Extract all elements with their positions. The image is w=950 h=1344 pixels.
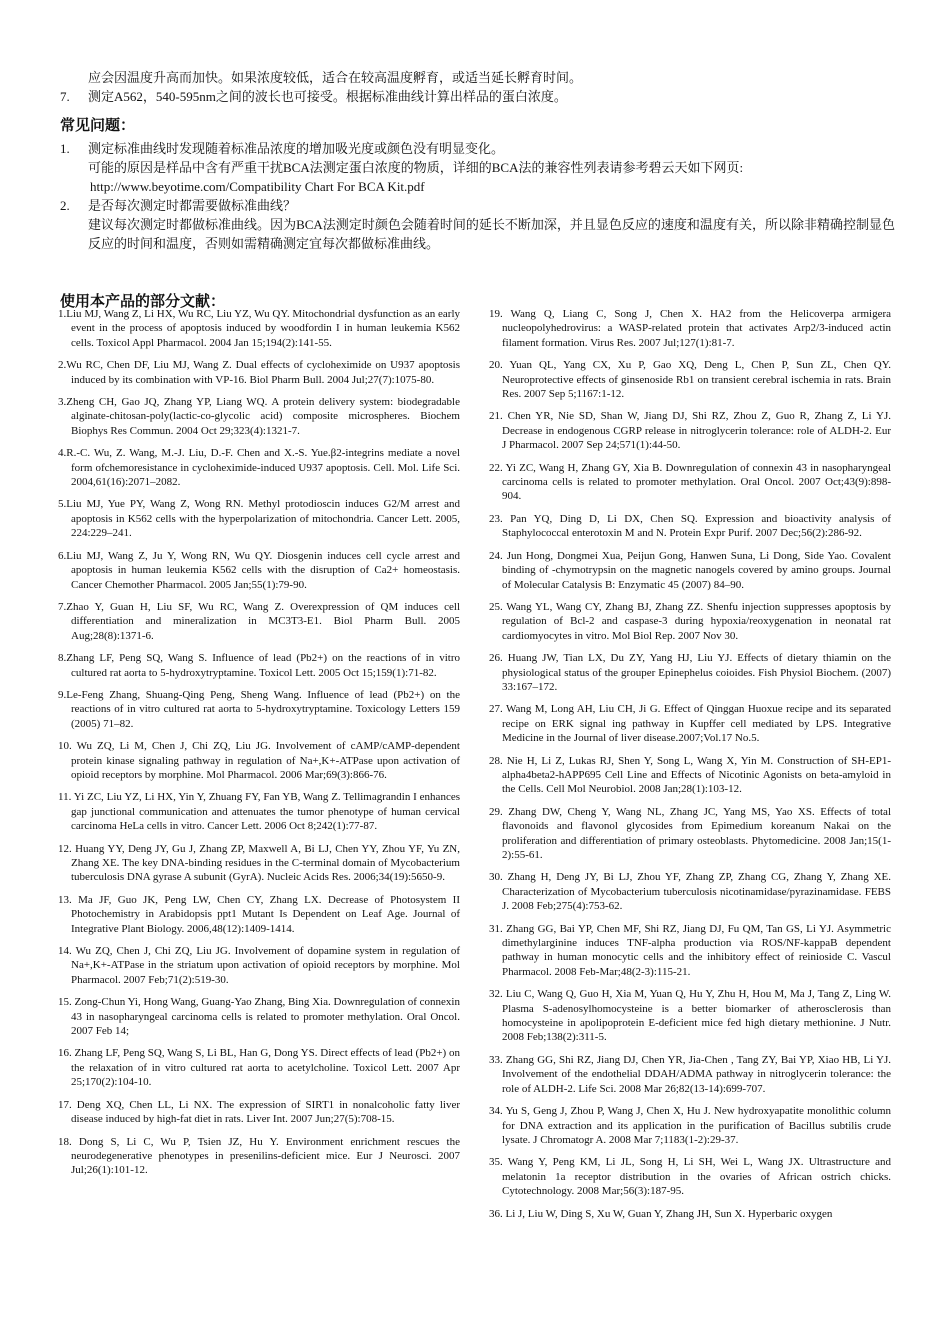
reference-item: 19. Wang Q, Liang C, Song J, Chen X. HA2 from the Helicoverpa armigera nucleopolyhedrovirus: a WASP-related protein that activates Arp2/3-induced actin filament formation. Virus Res. 2007 Jul;127(1):81-7.: [489, 308, 891, 349]
reference-item: 12. Huang YY, Deng JY, Gu J, Zhang ZP, Maxwell A, Bi LJ, Chen YY, Zhou YF, Yu ZN, Zhang XE. The key DNA-binding residues in the C-terminal domain of Mycobacterium tuberculosis DNA gyrase A subunit (GyrA). Nucleic Acids Res. 2006;34(19):5650-9.: [58, 842, 460, 884]
faq-item-1-question-text: 测定标准曲线时发现随着标准品浓度的增加吸光度或颜色没有明显变化。: [88, 141, 505, 156]
reference-item: 13. Ma JF, Guo JK, Peng LW, Chen CY, Zhang LX. Decrease of Photosystem II Photochemistry in Arabidopsis ppt1 Mutant Is Dependent on Leaf Age. Journal of Integrative Plant Biology. 2006,48(12):1409-1414.: [58, 893, 460, 935]
faq-item-1-number: 1.: [60, 141, 70, 156]
reference-item: 20. Yuan QL, Yang CX, Xu P, Gao XQ, Deng L, Chen P, Sun ZL, Chen QY. Neuroprotective effects of ginsenoside Rb1 on transient cerebral ischemia in rats. Brain Res. 2007 Sep 5;1167:1-12.: [489, 359, 891, 401]
reference-item: 17. Deng XQ, Chen LL, Li NX. The expression of SIRT1 in nonalcoholic fatty liver disease induced by high-fat diet in rats. Liver Int. 2007 Jun;27(5):708-15.: [58, 1098, 460, 1126]
reference-item: 26. Huang JW, Tian LX, Du ZY, Yang HJ, Liu YJ. Effects of dietary thiamin on the physiological status of the grouper Epinephelus coioides. Fish Physiol Biochem. (2007) 33:167–172.: [489, 652, 891, 693]
reference-item: 31. Zhang GG, Bai YP, Chen MF, Shi RZ, Jiang DJ, Fu QM, Tan GS, Li YJ. Asymmetric dimethylarginine induces TNF-alpha production via ROS/NF-kappaB dependent pathway in human monocytic cells and the inhibitory effect of reinioside C. Vascul Pharmacol. 2008 Feb-Mar;48(2-3):115-21.: [489, 922, 891, 978]
reference-item: 22. Yi ZC, Wang H, Zhang GY, Xia B. Downregulation of connexin 43 in nasopharyngeal carcinoma cells is related to promoter methylation. Oral Oncol. 2007 Oct;43(9):898-904.: [489, 461, 891, 503]
reference-item: 2.Wu RC, Chen DF, Liu MJ, Wang Z. Dual effects of cycloheximide on U937 apoptosis induced by its combination with VP-16. Biol Pharm Bull. 2004 Jul;27(7):1075-80.: [58, 359, 460, 386]
faq-item-2-number: 2.: [60, 198, 70, 213]
faq-item-2-question-text: 是否每次测定时都需要做标准曲线？: [88, 198, 297, 213]
faq-item-1-question: [60, 139, 895, 158]
reference-item: 7.Zhao Y, Guan H, Liu SF, Wu RC, Wang Z. Overexpression of QM induces cell differentiation and mineralization in MC3T3-E1. Biol Pharm Bull. 2005 Aug;28(8):1371-6.: [58, 600, 460, 642]
reference-item: 28. Nie H, Li Z, Lukas RJ, Shen Y, Song L, Wang X, Yin M. Construction of SH-EP1-alpha4beta2-hAPP695 Cell Line and Effects of Nicotinic Agonists on beta-amyloid in the Cells. Cell Mol Neurobiol. 2008 Jan;28(1):103-12.: [489, 754, 891, 796]
reference-item: 15. Zong-Chun Yi, Hong Wang, Guang-Yao Zhang, Bing Xia. Downregulation of connexin 43 in nasopharyngeal carcinoma cells is related to promoter methylation. Oral Oncol. 2007 Feb 14;: [58, 996, 460, 1038]
reference-item: 29. Zhang DW, Cheng Y, Wang NL, Zhang JC, Yang MS, Yao XS. Effects of total flavonoids and flavonol glycosides from Epimedium koreanum Nakai on the proliferation and differentiation of primary osteoblasts. Phytomedicine. 2008 Jan;15(1-2):55-61.: [489, 805, 891, 861]
reference-item: 32. Liu C, Wang Q, Guo H, Xia M, Yuan Q, Hu Y, Zhu H, Hou M, Ma J, Tang Z, Ling W. Plasma S-adenosylhomocysteine is a better biomarker of atherosclerosis than homocysteine in apolipoprotein E-deficient mice fed high dietary methionine. J Nutr. 2008 Feb;138(2):311-5.: [489, 988, 891, 1044]
reference-item: 9.Le-Feng Zhang, Shuang-Qing Peng, Sheng Wang. Influence of lead (Pb2+) on the reactions of in vitro cultured rat aorta to 5-hydroxytryptamine. Toxicology Letters 159 (2005) 71–82.: [58, 688, 460, 730]
reference-item: 10. Wu ZQ, Li M, Chen J, Chi ZQ, Liu JG. Involvement of cAMP/cAMP-dependent protein kinase signaling pathway in regulation of Na+,K+-ATPase upon activation of opioid receptors by morphine. Mol Pharmacol. 2006 Mar;69(3):866-76.: [58, 740, 460, 781]
reference-item: 8.Zhang LF, Peng SQ, Wang S. Influence of lead (Pb2+) on the reactions of in vitro cultured rat aorta to 5-hydroxytryptamine. Toxicol Lett. 2005 Oct 15;159(1):71-82.: [58, 652, 460, 679]
references-right-column: [489, 307, 891, 1229]
reference-item: 34. Yu S, Geng J, Zhou P, Wang J, Chen X, Hu J. New hydroxyapatite monolithic column for DNA extraction and its application in the purification of Bacillus subtilis crude lysate. J Chromatogr A. 2008 Mar 7;1183(1-2):29-37.: [489, 1105, 891, 1146]
references-left-column: [58, 307, 460, 1186]
step-7-number: 7.: [60, 89, 70, 104]
faq-heading: 常见问题：: [60, 116, 136, 134]
faq-item-1-answer: 可能的原因是样品中含有严重干扰BCA法测定蛋白浓度的物质，详细的BCA法的兼容性列表请参考碧云天如下网页:: [88, 160, 744, 175]
reference-item: 14. Wu ZQ, Chen J, Chi ZQ, Liu JG. Involvement of dopamine system in regulation of Na+,K+-ATPase in the striatum upon activation of opioid receptors by morphine. Mol Pharmacol. 2007 Feb;71(2):519-30.: [58, 945, 460, 986]
faq-section: [60, 116, 895, 253]
reference-item: 33. Zhang GG, Shi RZ, Jiang DJ, Chen YR, Jia-Chen , Tang ZY, Bai YP, Xiao HB, Li YJ. Involvement of the endothelial DDAH/ADMA pathway in nitroglycerin tolerance: the role of ALDH-2. Life Sci. 2008 Mar 26;82(13-14):699-707.: [489, 1053, 891, 1095]
reference-item: 25. Wang YL, Wang CY, Zhang BJ, Zhang ZZ. Shenfu injection suppresses apoptosis by regulation of Bcl-2 and caspase-3 during hypoxia/reoxygenation in neonatal rat cardiomyocytes in vitro. Mol Biol Rep. 2007 Nov 30.: [489, 600, 891, 642]
faq-item-1-url[interactable]: http://www.beyotime.com/Compatibility Chart For BCA Kit.pdf: [90, 179, 425, 194]
reference-item: 35. Wang Y, Peng KM, Li JL, Song H, Li SH, Wei L, Wang JX. Ultrastructure and melatonin 1a receptor distribution in the ovaries of African ostrich chicks. Cytotechnology. 2008 Mar;56(3):187-95.: [489, 1156, 891, 1198]
step-7-text: 测定A562，540-595nm之间的波长也可接受。根据标准曲线计算出样品的蛋白浓度。: [88, 89, 567, 104]
reference-item: 11. Yi ZC, Liu YZ, Li HX, Yin Y, Zhuang FY, Fan YB, Wang Z. Tellimagrandin I enhances gap junctional communication and attenuates the tumor phenotype of human cervical carcinoma HeLa cells in vitro. Cancer Lett. 2006 Oct 8;242(1):77-87.: [58, 791, 460, 833]
references-heading: 使用本产品的部分文献：: [60, 292, 226, 310]
reference-item: 18. Dong S, Li C, Wu P, Tsien JZ, Hu Y. Environment enrichment rescues the neurodegenerative phenotypes in presenilins-deficient mice. Eur J Neurosci. 2007 Jul;26(1):101-12.: [58, 1135, 460, 1177]
reference-item: 1.Liu MJ, Wang Z, Li HX, Wu RC, Liu YZ, Wu QY. Mitochondrial dysfunction as an early event in the process of apoptosis induced by woodfordin I in human leukemia K562 cells. Toxicol Appl Pharmacol. 2004 Jan 15;194(2):141-55.: [58, 308, 460, 349]
reference-item: 3.Zheng CH, Gao JQ, Zhang YP, Liang WQ. A protein delivery system: biodegradable alginate-chitosan-poly(lactic-co-glycolic acid) composite microspheres. Biochem Biophys Res Commun. 2004 Oct 29;323(4):1321-7.: [58, 396, 460, 437]
protocol-section: [60, 68, 895, 253]
step-6-continuation: 应会因温度升高而加快。如果浓度较低，适合在较高温度孵育，或适当延长孵育时间。: [88, 70, 583, 85]
reference-item: 24. Jun Hong, Dongmei Xua, Peijun Gong, Hanwen Suna, Li Dong, Side Yao. Covalent binding of -chymotrypsin on the magnetic nanogels covered by amino groups. Journal of Molecular Catalysis B: Enzymatic 45 (2007) 84–90.: [489, 549, 891, 591]
reference-item: 6.Liu MJ, Wang Z, Ju Y, Wong RN, Wu QY. Diosgenin induces cell cycle arrest and apoptosis in human leukemia K562 cells with the disruption of Ca2+ homeostasis. Cancer Chemother Pharmacol. 2005 Jan;55(1):79-90.: [58, 549, 460, 591]
step-7: [60, 87, 895, 106]
faq-item-2-answer: 建议每次测定时都做标准曲线。因为BCA法测定时颜色会随着时间的延长不断加深，并且显色反应的速度和温度有关，所以除非精确控制显色反应的时间和温度，否则如需精确测定宜每次都做标准曲线。: [88, 217, 895, 251]
reference-item: 21. Chen YR, Nie SD, Shan W, Jiang DJ, Shi RZ, Zhou Z, Guo R, Zhang Z, Li YJ. Decrease in endogenous CGRP release in nitroglycerin tolerance: role of ALDH-2. Eur J Pharmacol. 2007 Sep 24;571(1):44-50.: [489, 410, 891, 452]
reference-item: 30. Zhang H, Deng JY, Bi LJ, Zhou YF, Zhang ZP, Zhang CG, Zhang Y, Zhang XE. Characterization of Mycobacterium tuberculosis nicotinamidase/pyrazinamidase. FEBS J. 2008 Feb;275(4):753-62.: [489, 871, 891, 913]
reference-item: 27. Wang M, Long AH, Liu CH, Ji G. Effect of Qinggan Huoxue recipe and its separated recipe on ERK signal ing pathway in Kupffer cell mediated by LPS. Integrative Medicine in the Journal of liver disease.2007;Vol.17 No.5.: [489, 703, 891, 745]
faq-item-2-question: [60, 196, 895, 215]
reference-item: 4.R.-C. Wu, Z. Wang, M.-J. Liu, D.-F. Chen and X.-S. Yue.β2-integrins mediate a novel form ofchemoresistance in cycloheximide-induced U937 apoptosis. Cell. Mol. Life Sci. 2004,61(16):2071–2082.: [58, 447, 460, 489]
reference-item: 36. Li J, Liu W, Ding S, Xu W, Guan Y, Zhang JH, Sun X. Hyperbaric oxygen: [489, 1207, 833, 1220]
reference-item: 23. Pan YQ, Ding D, Li DX, Chen SQ. Expression and bioactivity analysis of Staphylococcal enterotoxin M and N. Protein Expr Purif. 2007 Dec;56(2):286-92.: [489, 512, 891, 540]
reference-item: 5.Liu MJ, Yue PY, Wang Z, Wong RN. Methyl protodioscin induces G2/M arrest and apoptosis in K562 cells with the hyperpolarization of mitochondria. Cancer Lett. 2005, 224:229–241.: [58, 498, 460, 540]
reference-item: 16. Zhang LF, Peng SQ, Wang S, Li BL, Han G, Dong YS. Direct effects of lead (Pb2+) on the relaxation of in vitro cultured rat aorta to acetylcholine. Toxicol Lett. 2007 Apr 25;170(2):104-10.: [58, 1047, 460, 1089]
